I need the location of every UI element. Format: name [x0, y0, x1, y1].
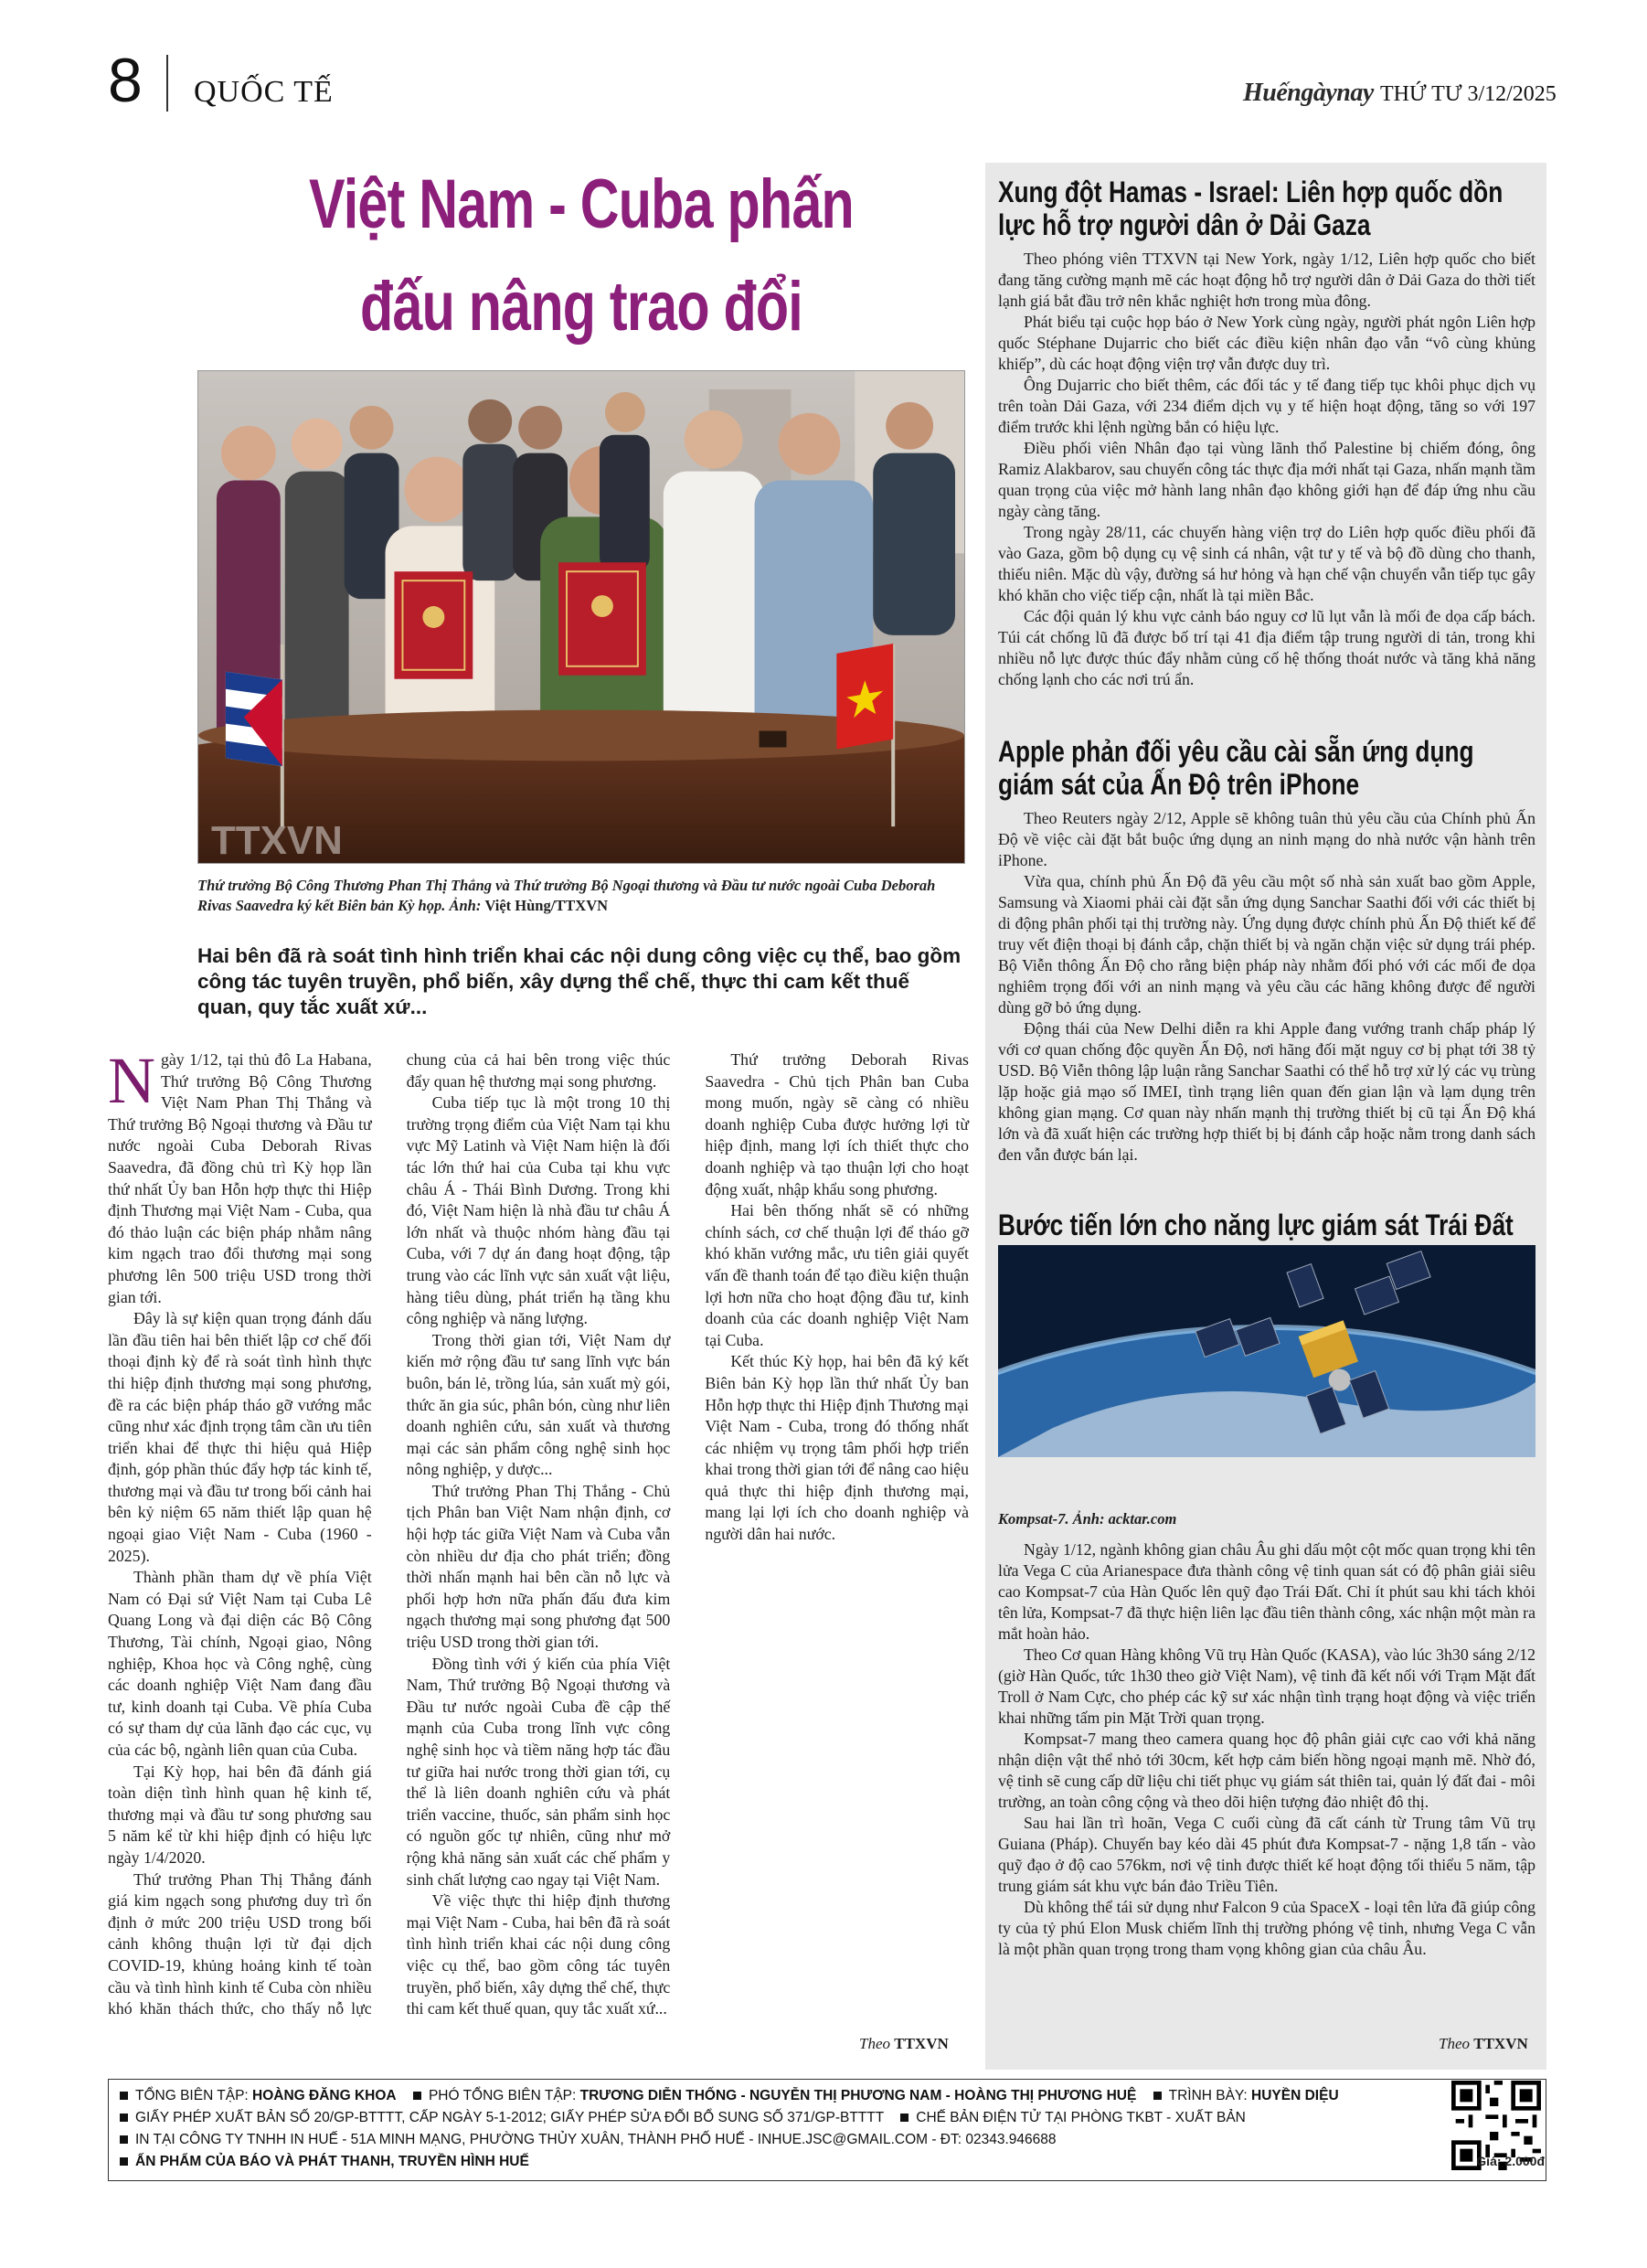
article-paragraph: Thứ trưởng Phan Thị Thắng - Chủ tịch Phân ban Việt Nam nhận định, cơ hội hợp tác giữa Việt Nam và Cuba vẫn còn nhiều dư địa cho phát triển; đồng thời nhấn mạnh hai bên cần nỗ lực và phối hợp hơn nữa phấn đấu đưa kim ngạch thương mại song phương đạt 500 triệu USD trong thời gian tới.	[406, 1481, 671, 1652]
brief-gaza-body: Theo phóng viên TTXVN tại New York, ngày 1/12, Liên hợp quốc cho biết đang tăng cường mạnh mẽ các hoạt động hỗ trợ người dân ở Dải Gaza do thời tiết lạnh giá bắt đầu trở nên khắc nghiệt hơn trong mùa đông. Phát biểu tại cuộc họp báo ở New York cùng ngày, người phát ngôn Liên hợp quốc Stéphane Dujarric cho biết các điều kiện nhân đạo vẫn “vô cùng khủng khiếp”, dù các hoạt động viện trợ vẫn được duy trì. Ông Dujarric cho biết thêm, các đối tác y tế đang tiếp tục khôi phục dịch vụ trên toàn Dải Gaza, với 234 điểm dịch vụ y tế hiện hoạt động, tăng so với 197 điểm trước khi lệnh ngừng bắn có hiệu lực. Điều phối viên Nhân đạo tại vùng lãnh thổ Palestine bị chiếm đóng, ông Ramiz Alakbarov, sau chuyến công tác thực địa mới nhất tại Gaza, nhấn mạnh tầm quan trọng của việc mở hành lang nhân đạo không giới hạn để đáp ứng nhu cầu ngày càng tăng. Trong ngày 28/11, các chuyến hàng viện trợ do Liên hợp quốc điều phối đã vào Gaza, gồm bộ dụng cụ vệ sinh cá nhân, vật tư y tế và bộ đồ dùng cho thanh, thiếu niên. Mặc dù vậy, đường sá hư hỏng và hạn chế vận chuyển vẫn tiếp tục gây khó khăn cho việc tiếp cận, nhất là tại miền Bắc. Các đội quản lý khu vực cảnh báo nguy cơ lũ lụt vẫn là mối đe dọa cấp bách. Túi cát chống lũ đã được bố trí tại 41 địa điểm tập trung người di tản, trong khi nhiều nỗ lực được thúc đẩy nhằm củng cố hệ thống thoát nước và tăng khả năng chống lạnh cho các nơi trú ẩn.	[998, 250, 1535, 688]
page-number: 8	[108, 46, 143, 115]
photo-caption-text: Thứ trưởng Bộ Công Thương Phan Thị Thắng và Thứ trưởng Bộ Ngoại thương và Đầu tư nước ngoài Cuba Deborah Rivas Saavedra ký kết Biên bản Kỳ họp. Ảnh:	[197, 877, 936, 914]
lead-headline-line1: Việt Nam - Cuba phấn đấu nâng trao đổi	[309, 165, 854, 346]
brief-gaza-title: Xung đột Hamas - Israel: Liên hợp quốc dồn lực hỗ trợ người dân ở Dải Gaza	[998, 176, 1504, 241]
footer-editors: TỔNG BIÊN TẬP: HOÀNG ĐĂNG KHOA PHÓ TỔNG BIÊN TẬP: TRƯƠNG DIỄN THỐNG - NGUYỄN THỊ PHƯƠNG NAM - HOÀNG THỊ PHƯƠNG HUỆ TRÌNH BÀY: HUYỀN DIỆU	[120, 2085, 1535, 2107]
footer-printer: IN TẠI CÔNG TY TNHH IN HUẾ - 51A MINH MẠNG, PHƯỜNG THỦY XUÂN, THÀNH PHỐ HUẾ - INHUE.JSC@GMAIL.COM - ĐT: 02343.946688	[120, 2129, 1535, 2151]
article-paragraph: Đồng tình với ý kiến của phía Việt Nam, Thứ trưởng Bộ Ngoại thương và Đầu tư nước ngoài Cuba đề cập thế mạnh của Cuba trong lĩnh vực công nghệ sinh học và tiềm năng hợp tác đầu tư giữa hai nước trong thời gian tới, cụ thể là liên doanh nghiên cứu và phát triển vaccine, thuốc, sản phẩm sinh học có nguồn gốc tự nhiên, cũng như mở rộng khả năng sản xuất các chế phẩm y sinh chất lượng cao ngay tại Việt Nam.	[406, 1654, 671, 1889]
article-paragraph: Trong thời gian tới, Việt Nam dự kiến mở rộng đầu tư sang lĩnh vực bán buôn, bán lẻ, trồng lúa, sản xuất mỳ gói, thức ăn gia súc, phân bón, cùng như liên doanh nghiên cứu, sản xuất và thương mại các sản phẩm công nghệ sinh học nông nghiệp, y dược...	[406, 1330, 671, 1479]
brief-apple-body: Theo Reuters ngày 2/12, Apple sẽ không tuân thủ yêu cầu của Chính phủ Ấn Độ về việc cài đặt bắt buộc ứng dụng an ninh mạng do nhà nước vận hành trên iPhone. Vừa qua, chính phủ Ấn Độ đã yêu cầu một số nhà sản xuất bao gồm Apple, Samsung và Xiaomi phải cài đặt sẵn ứng dụng Sanchar Saathi đối với các thiết bị di động phân phối tại thị trường này. Ứng dụng được chính phủ Ấn Độ thiết kế để truy vết điện thoại bị đánh cắp, chặn thiết bị và ngăn chặn việc sử dụng trái phép. Bộ Viễn thông Ấn Độ cho rằng biện pháp này nhằm đối phó với các mối đe dọa nghiêm trọng đối với an ninh mạng và yêu cầu các hãng không được để người dùng gỡ bỏ ứng dụng. Động thái của New Delhi diễn ra khi Apple đang vướng tranh chấp pháp lý với cơ quan chống độc quyền Ấn Độ, nơi hãng đối mặt nguy cơ bị phạt tới 38 tỷ USD. Bộ Viễn thông lập luận rằng Sanchar Saathi có thể hỗ trợ xử lý các vụ trùng lặp hoặc giả mạo số IMEI, tình trạng liên quan đến gian lận và lạm dụng trên không gian mạng. Cơ quan này nhấn mạnh thị trường thiết bị cũ tại Ấn Độ khá lớn và đã xuất hiện các trường hợp thiết bị bị đánh cắp hoặc nằm trong danh sách đen vẫn được bán lại.	[998, 809, 1535, 1164]
price-label: Giá: 2.000đ	[1476, 2154, 1545, 2168]
signing-ceremony-photo	[197, 370, 965, 864]
article-paragraph: Kết thúc Kỳ họp, hai bên đã ký kết Biên bản Kỳ họp lần thứ nhất Ủy ban Hỗn hợp thực thi Hiệp định Thương mại Việt Nam - Cuba, trong đó thống nhất các nhiệm vụ trọng tâm phối hợp triển khai trong thời gian tới để nâng cao hiệu quả thực thi hiệp định thương mại, mang lại lợi ích cho doanh nghiệp và người dân hai nước.	[705, 1352, 969, 1544]
article-paragraph: Thứ trưởng Phan Thị Thắng đánh giá kim ngạch song phương duy trì ổn định ở mức 200 triệu USD trong bối cảnh không thuận lợi từ đại dịch COVID-19, khủng hoảng kinh tế toàn cầu và tình hình kinh tế Cuba còn nhiều khó khăn thách thức, cho thấy nỗ lực chung của cả hai bên trong việc thúc đẩy quan hệ thương mại song phương.	[108, 1050, 671, 2018]
brief-satellite-title: Bước tiến lớn cho năng lực giám sát Trái Đất	[998, 1209, 1514, 1241]
photo-watermark: TTXVN	[210, 818, 343, 863]
article-paragraph: Ngày 1/12, tại thủ đô La Habana, Thứ trưởng Bộ Công Thương Việt Nam Phan Thị Thắng và Thứ trưởng Bộ Ngoại thương và Đầu tư nước ngoài Cuba Deborah Rivas Saavedra, đã đồng chủ trì Kỳ họp lần thứ nhất Ủy ban Hỗn hợp thực thi Hiệp định Thương mại Việt Nam - Cuba, qua đó thảo luận các biện pháp nhằm nâng kim ngạch trao đổi thương mại song phương lên 500 triệu USD trong thời gian tới.	[108, 1044, 372, 1306]
drop-cap: N	[108, 1044, 155, 1117]
brief-apple	[998, 735, 1535, 1166]
photo-credit: Việt Hùng/TTXVN	[484, 897, 609, 914]
brief-byline: Theo TTXVN	[1439, 2035, 1528, 2052]
lead-summary: Hai bên đã rà soát tình hình triển khai các nội dung công việc cụ thể, bao gồm công tác tuyên truyền, phổ biến, xây dựng thể chế, thực thi cam kết thuế quan, quy tắc xuất xứ...	[197, 944, 962, 1018]
header-divider	[166, 55, 168, 112]
article-paragraph: Về việc thực thi hiệp định thương mại Việt Nam - Cuba, hai bên đã rà soát tình hình triển khai các nội dung công việc cụ thể, bao gồm công tác tuyên truyền, phổ biến, xây dựng thể chế, thực thi cam kết thuế quan, quy tắc xuất xứ...	[406, 1891, 671, 2018]
article-paragraph: Cuba tiếp tục là một trong 10 thị trường trọng điểm của Việt Nam tại khu vực Mỹ Latinh và Việt Nam hiện là đối tác lớn thứ hai của Cuba tại khu vực châu Á - Thái Bình Dương. Trong khi đó, Việt Nam hiện là nhà đầu tư châu Á lớn nhất và thuộc nhóm hàng đầu tại Cuba, với 7 dự án đang hoạt động, tập trung vào các lĩnh vực sản xuất vật liệu, hàng tiêu dùng, phát triển hạ tầng khu công nghiệp và năng lượng.	[406, 1093, 671, 1328]
satellite-credit: acktar.com	[1108, 1510, 1177, 1528]
brief-apple-title: Apple phản đối yêu cầu cài sẵn ứng dụng giám sát của Ấn Độ trên iPhone	[998, 735, 1474, 801]
newspaper-logo: Huếngàynay	[1243, 79, 1374, 107]
brief-satellite	[998, 1539, 1535, 1960]
satellite-photo	[998, 1245, 1535, 1457]
article-paragraph: Đây là sự kiện quan trọng đánh dấu lần đầu tiên hai bên thiết lập cơ chế đối thoại định kỳ để rà soát tình hình thực thi hiệp định thương mại song phương, đề ra các biện pháp tháo gỡ vướng mắc cũng như xác định trọng tâm cần ưu tiên triển khai để thực thi hiệu quả Hiệp định, góp phần thúc đẩy hợp tác kinh tế, thương mại và đầu tư trong bối cảnh hai bên kỷ niệm 65 năm thiết lập quan hệ ngoại giao Việt Nam - Cuba (1960 - 2025).	[108, 1309, 372, 1565]
issue-date: THỨ TƯ 3/12/2025	[1380, 82, 1557, 106]
article-paragraph: Thành phần tham dự về phía Việt Nam có Đại sứ Việt Nam tại Cuba Lê Quang Long và đại diện các Bộ Công Thương, Tài chính, Ngoại giao, Nông nghiệp, Khoa học và Công nghệ, cùng các doanh nghiệp Việt Nam đang đầu tư, kinh doanh tại Cuba. Về phía Cuba có sự tham dự của lãnh đạo các cục, vụ của các bộ, ngành liên quan của Cuba.	[108, 1568, 372, 1759]
brief-satellite-heading	[998, 1209, 1535, 1241]
masthead-footer	[108, 2079, 1546, 2181]
brief-gaza	[998, 176, 1535, 690]
article-paragraph: Hai bên thống nhất sẽ có những chính sách, cơ chế thuận lợi để tháo gỡ khó khăn vướng mắc, ưu tiên giải quyết vấn đề thanh toán để tạo điều kiện thuận lợi hơn nữa cho hoạt động đầu tư, kinh doanh của các doanh nghiệp Việt Nam tại Cuba.	[705, 1201, 969, 1349]
section-title: QUỐC TẾ	[194, 75, 334, 109]
article-paragraph: Thứ trưởng Deborah Rivas Saavedra - Chủ tịch Phân ban Cuba mong muốn, ngày sẽ càng có nhiều doanh nghiệp Cuba được hưởng lợi từ hiệp định, mang lợi ích thiết thực cho doanh nghiệp và tạo thuận lợi cho hoạt động xuất, nhập khẩu song phương.	[705, 1050, 969, 1198]
lead-article-body	[108, 1044, 969, 2059]
lead-byline: Theo TTXVN	[859, 2035, 949, 2052]
brief-satellite-body: Ngày 1/12, ngành không gian châu Âu ghi dấu một cột mốc quan trọng khi tên lửa Vega C của Arianespace đưa thành công vệ tinh quan sát có độ phân giải siêu cao Kompsat-7 của Hàn Quốc lên quỹ đạo Trái Đất. Chỉ ít phút sau khi tách khỏi tên lửa, Kompsat-7 đã thực hiện liên lạc đầu tiên thành công, xác nhận một màn ra mắt hoàn hảo. Theo Cơ quan Hàng không Vũ trụ Hàn Quốc (KASA), vào lúc 3h30 sáng 2/12 (giờ Hàn Quốc, tức 1h30 theo giờ Việt Nam), vệ tinh đã kết nối với Trạm Mặt đất Troll ở Nam Cực, cho phép các kỹ sư xác nhận tình trạng hoạt động và việc triển khai những tấm pin Mặt Trời quan trọng. Kompsat-7 mang theo camera quang học độ phân giải cực cao với khả năng nhận diện vật thể nhỏ tới 30cm, kết hợp cảm biến hồng ngoại mạnh mẽ. Nhờ đó, vệ tinh sẽ cung cấp dữ liệu chi tiết phục vụ giám sát thiên tai, quản lý đất đai - môi trường, an toàn công cộng và theo dõi hiện tượng đảo nhiệt đô thị. Sau hai lần trì hoãn, Vega C cuối cùng đã cất cánh từ Trung tâm Vũ trụ Guiana (Pháp). Chuyến bay kéo dài 45 phút đưa Kompsat-7 - nặng 1,8 tấn - vào quỹ đạo ở độ cao 576km, nơi vệ tinh được thiết kế hoạt động tối thiểu 5 năm, tập trung giám sát khu vực bán đảo Triều Tiên. Dù không thể tái sử dụng như Falcon 9 của SpaceX - loại tên lửa đã giúp công ty của tỷ phú Elon Musk chiếm lĩnh thị trường phóng vệ tinh, nhưng Vega C vẫn là một phần quan trọng trong tham vọng không gian của châu Âu.	[998, 1540, 1536, 1958]
photo-caption	[197, 876, 965, 916]
satellite-caption: Kompsat-7. Ảnh: acktar.com	[998, 1510, 1177, 1528]
footer-license: GIẤY PHÉP XUẤT BẢN SỐ 20/GP-BTTTT, CẤP NGÀY 5-1-2012; GIẤY PHÉP SỬA ĐỔI BỔ SUNG SỐ 371/GP-BTTTT CHẾ BẢN ĐIỆN TỬ TẠI PHÒNG TKBT - XUẤT BẢN	[120, 2107, 1535, 2129]
article-paragraph: Tại Kỳ họp, hai bên đã đánh giá toàn diện tình hình quan hệ kinh tế, thương mại và đầu tư song phương sau 5 năm kể từ khi hiệp định có hiệu lực ngày 1/4/2020.	[108, 1762, 372, 1867]
footer-publisher: ẤN PHẨM CỦA BÁO VÀ PHÁT THANH, TRUYỀN HÌNH HUẾ	[120, 2151, 1535, 2173]
